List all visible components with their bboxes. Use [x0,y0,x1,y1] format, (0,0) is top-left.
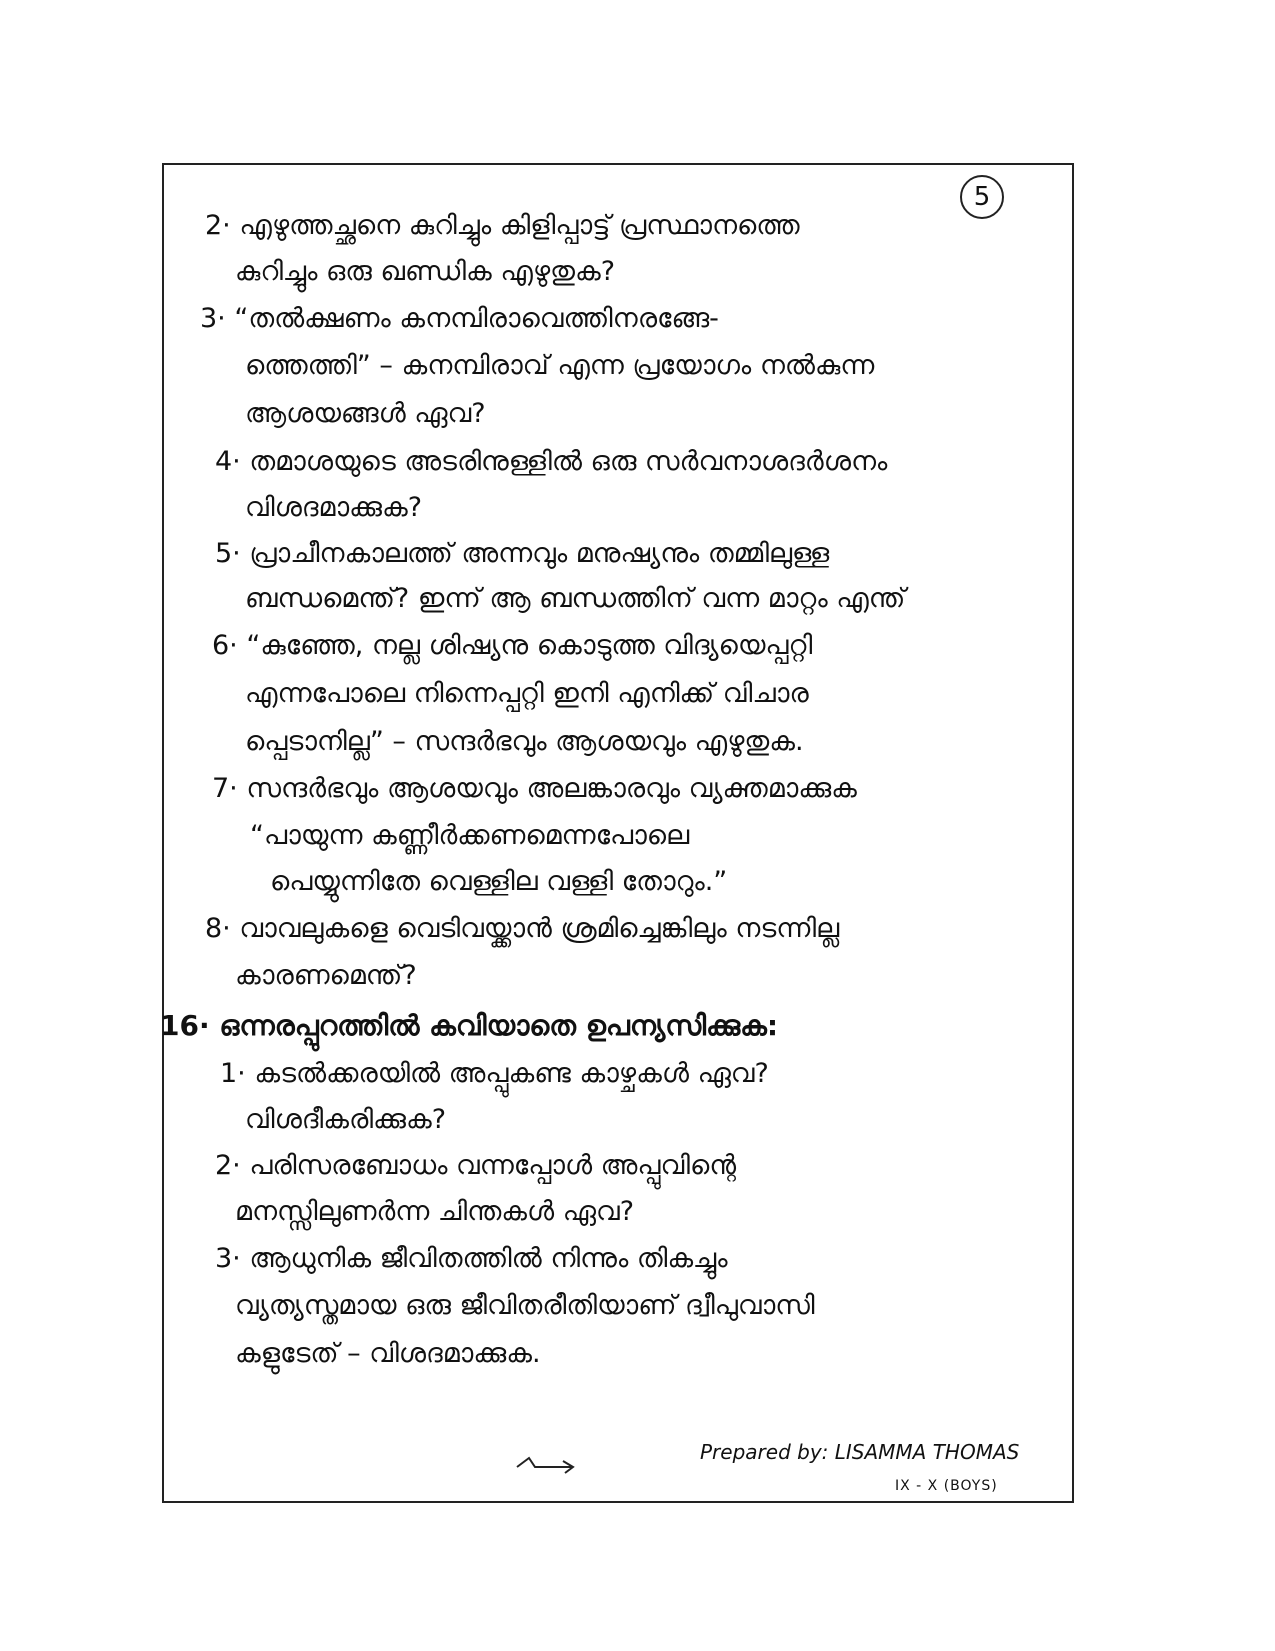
question-2-line-2: കുറിച്ചും ഒരു ഖണ്ഡിക എഴുതുക? [235,256,616,287]
question-6-line-2: എന്നപോലെ നിന്നെപ്പറ്റി ഇനി എനിക്ക് വിചാര [245,678,809,709]
essay-3-line-3: കളുടേത് – വിശദമാക്കുക. [235,1338,541,1369]
essay-1-line-1: 1· കടൽക്കരയിൽ അപ്പുകണ്ട കാഴ്ചകൾ ഏവ? [220,1058,769,1089]
question-8-line-2: കാരണമെന്ത്? [235,960,417,991]
essay-2-line-2: മനസ്സിലുണർന്ന ചിന്തകൾ ഏവ? [235,1196,635,1227]
question-5-line-2: ബന്ധമെന്ത്? ഇന്ന് ആ ബന്ധത്തിന് വന്ന മാറ്റം എന്ത് [245,583,906,614]
question-4-line-1: 4· തമാശയുടെ അടരിനുള്ളിൽ ഒരു സർവനാശദർശനം [215,446,888,477]
page-number: 5 [960,175,1004,219]
essay-3-line-2: വ്യത്യസ്തമായ ഒരു ജീവിതരീതിയാണ് ദ്വീപുവാസി [235,1290,815,1321]
essay-1-line-2: വിശദീകരിക്കുക? [245,1104,447,1135]
question-6-line-3: പ്പെടാനില്ല” – സന്ദർഭവും ആശയവും എഴുതുക. [245,726,804,757]
question-7-line-1: 7· സന്ദർഭവും ആശയവും അലങ്കാരവും വ്യക്തമാക്കുക [212,773,857,804]
question-8-line-1: 8· വാവലുകളെ വെടിവയ്ക്കാൻ ശ്രമിച്ചെങ്കിലും നടന്നില്ല [205,913,840,944]
question-3-line-2: ത്തെത്തി” – കനമ്പിരാവ് എന്ന പ്രയോഗം നൽകുന്ന [245,350,875,381]
signature-mark-icon [515,1455,595,1475]
question-3-line-3: ആശയങ്ങൾ ഏവ? [245,398,486,429]
question-4-line-2: വിശദമാക്കുക? [245,492,423,523]
essay-3-line-1: 3· ആധുനിക ജീവിതത്തിൽ നിന്നും തികച്ചും [215,1243,728,1274]
question-2-line-1: 2· എഴുത്തച്ഛനെ കുറിച്ചും കിളിപ്പാട്ട് പ്രസ്ഥാനത്തെ [205,210,800,241]
question-5-line-1: 5· പ്രാചീനകാലത്ത് അന്നവും മനുഷ്യനും തമ്മിലുള്ള [215,538,830,569]
section-16-heading: 16· ഒന്നരപ്പുറത്തിൽ കവിയാതെ ഉപന്യസിക്കുക: [160,1009,779,1042]
essay-2-line-1: 2· പരിസരബോധം വന്നപ്പോൾ അപ്പുവിന്റെ [215,1150,737,1181]
question-7-line-3: പെയ്യുന്നിതേ വെള്ളില വള്ളി തോറും.” [270,866,728,897]
grade-label: IX - X (BOYS) [895,1478,998,1494]
question-6-line-1: 6· “കുഞ്ഞേ, നല്ല ശിഷ്യനു കൊടുത്ത വിദ്യയെപ്പറ്റി [212,630,813,661]
question-3-line-1: 3· “തൽക്ഷണം കനമ്പിരാവെത്തിനരങ്ങേ- [200,303,719,334]
question-7-line-2: “പായുന്ന കണ്ണീർക്കണമെന്നപോലെ [250,820,690,851]
prepared-by: Prepared by: LISAMMA THOMAS [700,1440,1020,1464]
